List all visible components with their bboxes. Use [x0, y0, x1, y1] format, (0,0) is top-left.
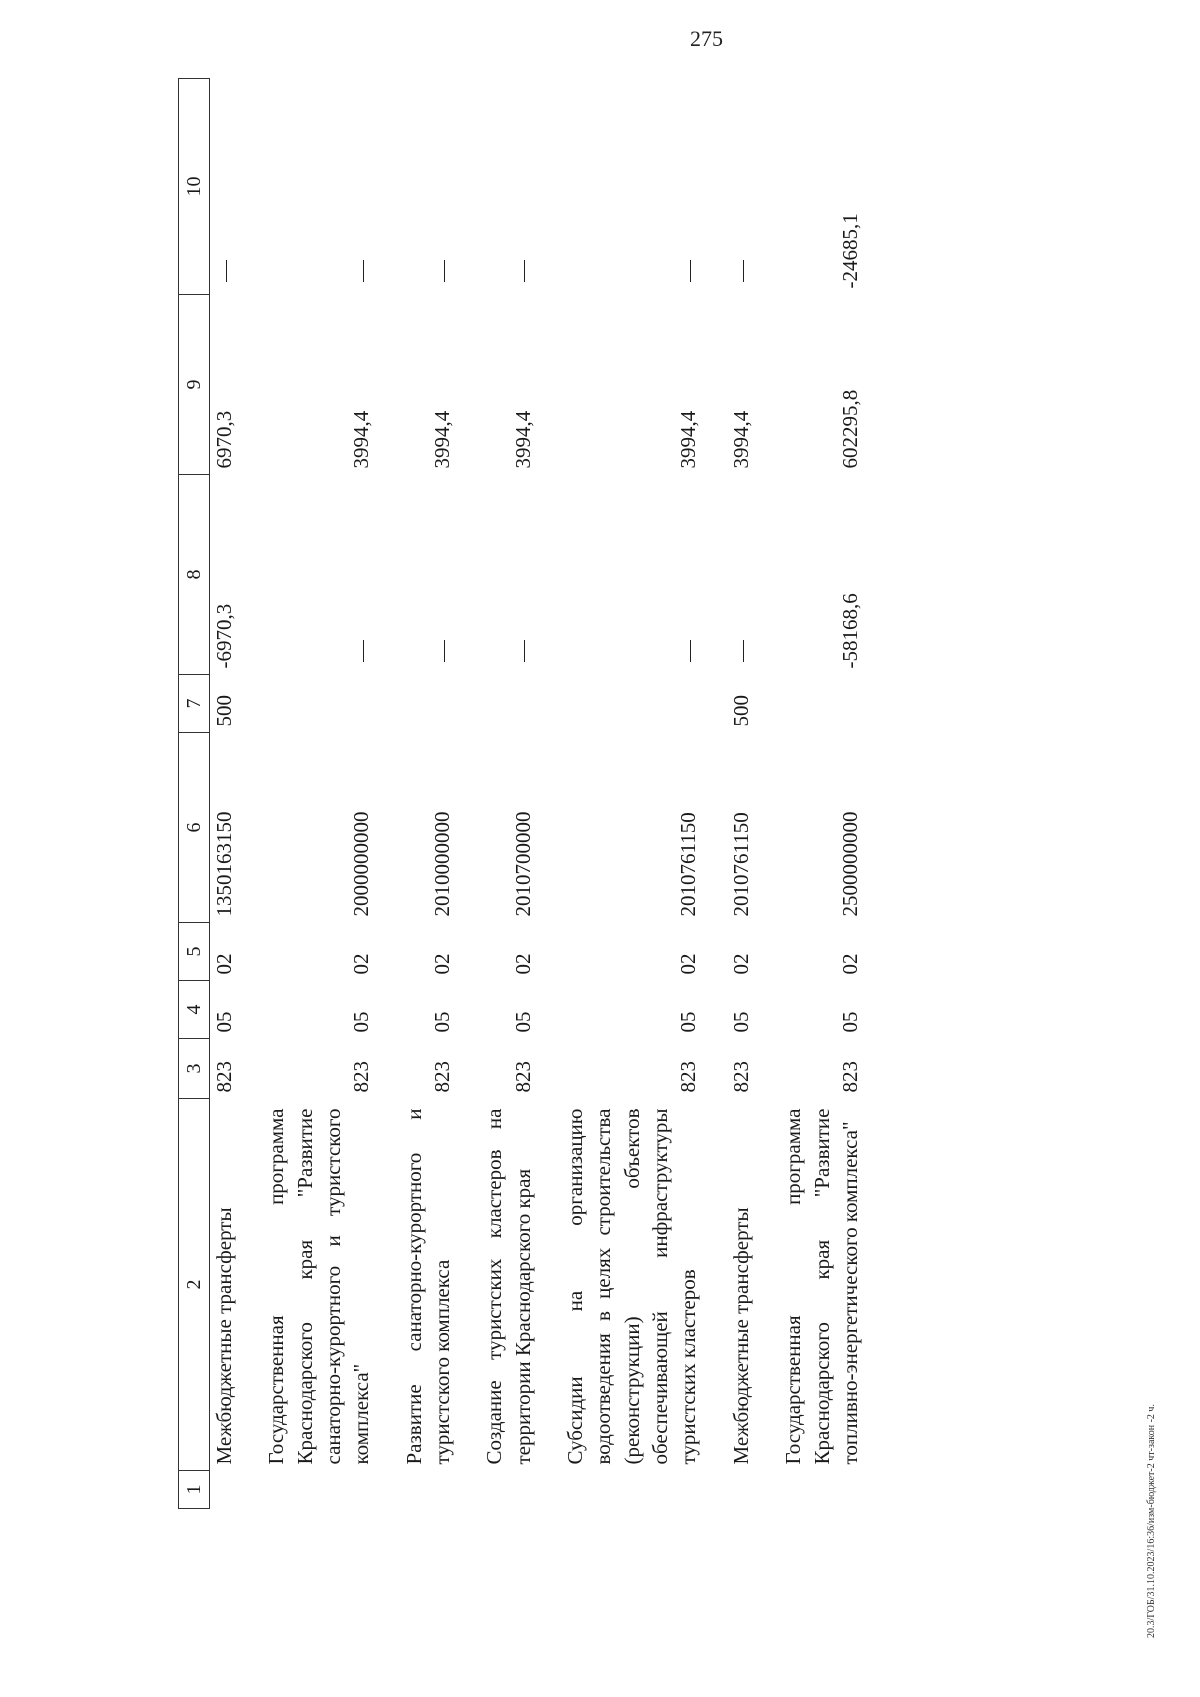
cell-c9: 6970,3: [212, 410, 236, 469]
dash-mark: [363, 641, 364, 663]
cell-c9: 3994,4: [728, 410, 753, 469]
dash-cell-c8: [400, 475, 481, 675]
cell-c7: [480, 675, 561, 733]
table-row: [400, 79, 481, 1509]
cell-c4: 05: [510, 1011, 535, 1033]
row-name: Развитие санаторно-курортного и туристского комплекса: [401, 1108, 455, 1465]
cell-c3: 823: [837, 1061, 862, 1093]
cell-c4: 05: [430, 1011, 455, 1033]
cell-c8: -6970,3: [212, 603, 236, 669]
row-name: Государственная программа Краснодарского края "Развитие топливно-энергетического комплекса": [781, 1108, 862, 1465]
cell-c8: -58168,6: [837, 593, 862, 669]
page-number: 275: [690, 26, 723, 51]
cell-c3: 823: [728, 1061, 753, 1093]
cell-c4: 05: [837, 1011, 862, 1033]
column-header-3: 3: [179, 1039, 210, 1099]
cell-c6: 2500000000: [837, 811, 862, 917]
dash-cell-c8: [561, 475, 727, 675]
dash-mark: [690, 641, 691, 663]
cell-c4: 05: [676, 1011, 701, 1033]
dash-cell-c10: [262, 79, 399, 295]
cell-c5: 02: [430, 953, 455, 975]
column-header-10: 10: [179, 79, 210, 295]
table-row: [561, 79, 727, 1509]
table-row: [779, 79, 888, 1509]
dash-mark: [743, 641, 744, 663]
cell-c3: 823: [676, 1061, 701, 1093]
cell-c10: -24685,1: [837, 213, 862, 289]
cell-c6: 1350163150: [212, 811, 236, 917]
row-name: Создание туристских кластеров на территории Краснодарского края: [482, 1108, 535, 1465]
column-header-6: 6: [179, 733, 210, 923]
dash-mark: [743, 261, 744, 283]
cell-c4: 05: [212, 1011, 236, 1033]
table-row: [727, 79, 779, 1509]
cell-c3: 823: [510, 1061, 535, 1093]
row-name: Межбюджетные трансферты: [212, 1207, 236, 1465]
cell-c9: 3994,4: [430, 410, 455, 469]
cell-c4: 05: [349, 1011, 374, 1033]
column-header-7: 7: [179, 675, 210, 733]
dash-cell-c8: [262, 475, 399, 675]
table-row: [210, 79, 263, 1509]
row-name: Государственная программа Краснодарского края "Развитие санаторно-курортного и туристского комплекса": [264, 1108, 374, 1465]
dash-cell-c10: [210, 79, 263, 295]
row-name: Субсидии на организацию водоотведения в целях строительства (реконструкции) объектов обеспечивающей инфраструктуры туристских кластеров: [563, 1108, 701, 1465]
dash-mark: [524, 641, 525, 663]
cell-c7: 500: [728, 695, 753, 727]
dash-mark: [363, 261, 364, 283]
rotated-table-container: [178, 79, 1200, 1509]
column-header-1: 1: [179, 1471, 210, 1509]
cell-c5: 02: [212, 953, 236, 975]
dash-cell-c10: [561, 79, 727, 295]
cell-c6: 2010761150: [676, 812, 701, 917]
cell-c6: 2010000000: [430, 811, 455, 917]
footer-stamp: 20.3/ГОБ/31.10.2023/16:36/изм-бюджет-2 чт-закон -2 ч.: [1146, 1404, 1157, 1638]
cell-c9: 602295,8: [837, 389, 862, 469]
cell-c5: 02: [837, 953, 862, 975]
cell-c3: 823: [212, 1061, 236, 1093]
cell-c9: 3994,4: [510, 410, 535, 469]
cell-c3: 823: [349, 1061, 374, 1093]
budget-table: [178, 78, 888, 1509]
dash-cell-c10: [480, 79, 561, 295]
column-header-8: 8: [179, 475, 210, 675]
cell-c6: 2010761150: [728, 812, 753, 917]
cell-c6: 2010700000: [510, 811, 535, 917]
cell-c7: [779, 675, 888, 733]
dash-mark: [444, 641, 445, 663]
table-row: [480, 79, 561, 1509]
column-header-5: 5: [179, 923, 210, 981]
dash-mark: [226, 261, 227, 283]
row-name: Межбюджетные трансферты: [728, 1207, 753, 1465]
row-col1: [779, 1471, 888, 1509]
column-header-4: 4: [179, 981, 210, 1039]
row-col1: [262, 1471, 399, 1509]
dash-cell-c8: [727, 475, 779, 675]
row-col1: [561, 1471, 727, 1509]
cell-c7: [400, 675, 481, 733]
row-col1: [400, 1471, 481, 1509]
dash-cell-c10: [727, 79, 779, 295]
row-col1: [210, 1471, 263, 1509]
cell-c7: [561, 675, 727, 733]
row-col1: [727, 1471, 779, 1509]
cell-c5: 02: [676, 953, 701, 975]
cell-c5: 02: [510, 953, 535, 975]
cell-c5: 02: [349, 953, 374, 975]
dash-cell-c8: [480, 475, 561, 675]
table-body: [210, 79, 889, 1509]
header-row: [179, 79, 210, 1509]
cell-c9: 3994,4: [349, 410, 374, 469]
cell-c6: 2000000000: [349, 811, 374, 917]
dash-mark: [690, 261, 691, 283]
cell-c9: 3994,4: [676, 410, 701, 469]
dash-cell-c10: [400, 79, 481, 295]
cell-c7: [262, 675, 399, 733]
cell-c3: 823: [430, 1061, 455, 1093]
table-row: [262, 79, 399, 1509]
cell-c4: 05: [728, 1011, 753, 1033]
dash-mark: [444, 261, 445, 283]
row-col1: [480, 1471, 561, 1509]
cell-c7: 500: [212, 695, 236, 727]
column-header-9: 9: [179, 295, 210, 475]
column-header-2: 2: [179, 1099, 210, 1471]
cell-c5: 02: [728, 953, 753, 975]
dash-mark: [524, 261, 525, 283]
